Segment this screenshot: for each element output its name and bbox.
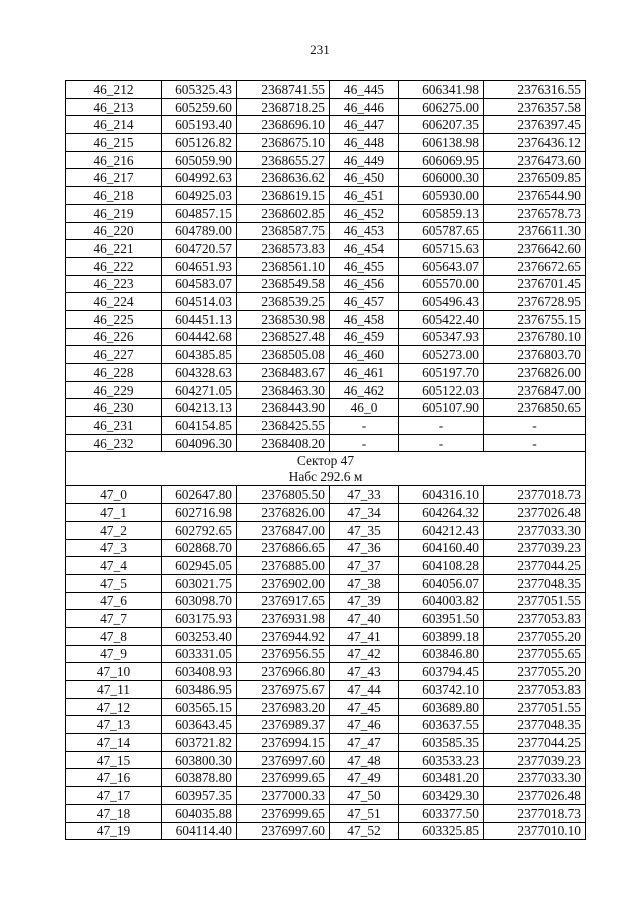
point-id-cell: 46_232 [66,434,162,452]
x-coord-cell: 604213.13 [162,399,237,417]
x-coord-cell: 605859.13 [399,204,484,222]
y-coord-cell: 2376544.90 [484,187,586,205]
point-id-cell: 46_449 [330,151,399,169]
y-coord-cell: 2377026.48 [484,504,586,522]
point-id-cell: 47_45 [330,698,399,716]
x-coord-cell: 604154.85 [162,417,237,435]
x-coord-cell: 606069.95 [399,151,484,169]
point-id-cell: 47_5 [66,574,162,592]
coordinates-table-body-upper [66,81,586,452]
x-coord-cell: 603565.15 [162,698,237,716]
y-coord-cell: 2377053.83 [484,610,586,628]
y-coord-cell: 2377018.73 [484,804,586,822]
point-id-cell: 46_215 [66,134,162,152]
y-coord-cell: 2376975.67 [237,681,330,699]
point-id-cell: 47_10 [66,663,162,681]
x-coord-cell: 603643.45 [162,716,237,734]
point-id-cell: 46_219 [66,204,162,222]
x-coord-cell: 603325.85 [399,822,484,840]
y-coord-cell: 2368463.30 [237,381,330,399]
point-id-cell: 46_454 [330,240,399,258]
y-coord-cell: - [484,434,586,452]
point-id-cell: 47_44 [330,681,399,699]
table-row [66,681,586,699]
y-coord-cell: 2368505.08 [237,346,330,364]
point-id-cell: 46_0 [330,399,399,417]
y-coord-cell: 2376966.80 [237,663,330,681]
y-coord-cell: 2368636.62 [237,169,330,187]
table-row [66,187,586,205]
y-coord-cell: 2377048.35 [484,574,586,592]
table-row [66,751,586,769]
x-coord-cell: 603689.80 [399,698,484,716]
point-id-cell: 47_34 [330,504,399,522]
x-coord-cell: 603408.93 [162,663,237,681]
y-coord-cell: 2376931.98 [237,610,330,628]
x-coord-cell: 604160.40 [399,539,484,557]
x-coord-cell: 605193.40 [162,116,237,134]
table-row [66,346,586,364]
table-row [66,417,586,435]
x-coord-cell: 606275.00 [399,98,484,116]
point-id-cell: 47_47 [330,734,399,752]
point-id-cell: 46_459 [330,328,399,346]
y-coord-cell: 2376944.92 [237,627,330,645]
sector-header-body [66,452,586,486]
point-id-cell: 47_49 [330,769,399,787]
y-coord-cell: 2376672.65 [484,257,586,275]
x-coord-cell: 604108.28 [399,557,484,575]
x-coord-cell: 603957.35 [162,787,237,805]
point-id-cell: 46_452 [330,204,399,222]
point-id-cell: 46_221 [66,240,162,258]
x-coord-cell: 604789.00 [162,222,237,240]
y-coord-cell: 2377033.30 [484,769,586,787]
point-id-cell: 46_445 [330,81,399,99]
point-id-cell: 46_213 [66,98,162,116]
x-coord-cell: 604583.07 [162,275,237,293]
y-coord-cell: 2376885.00 [237,557,330,575]
point-id-cell: 47_51 [330,804,399,822]
point-id-cell: 47_43 [330,663,399,681]
x-coord-cell: 602792.65 [162,521,237,539]
table-row [66,521,586,539]
x-coord-cell: 603429.30 [399,787,484,805]
y-coord-cell: 2376803.70 [484,346,586,364]
x-coord-cell: 602945.05 [162,557,237,575]
table-row [66,769,586,787]
y-coord-cell: 2376999.65 [237,804,330,822]
table-row [66,486,586,504]
y-coord-cell: 2376436.12 [484,134,586,152]
x-coord-cell: 603585.35 [399,734,484,752]
y-coord-cell: 2376701.45 [484,275,586,293]
y-coord-cell: 2376989.37 [237,716,330,734]
y-coord-cell: 2377000.33 [237,787,330,805]
x-coord-cell: 605570.00 [399,275,484,293]
table-row [66,151,586,169]
y-coord-cell: 2368425.55 [237,417,330,435]
point-id-cell: 47_13 [66,716,162,734]
point-id-cell: 47_50 [330,787,399,805]
y-coord-cell: 2368549.58 [237,275,330,293]
y-coord-cell: 2377055.20 [484,663,586,681]
y-coord-cell: 2377055.65 [484,645,586,663]
sector-header [66,452,586,486]
point-id-cell: 46_451 [330,187,399,205]
y-coord-cell: 2376826.00 [484,364,586,382]
point-id-cell: 47_18 [66,804,162,822]
x-coord-cell: 602716.98 [162,504,237,522]
table-row [66,734,586,752]
x-coord-cell: 604992.63 [162,169,237,187]
point-id-cell: 47_3 [66,539,162,557]
y-coord-cell: 2368741.55 [237,81,330,99]
table-row [66,592,586,610]
point-id-cell: 46_212 [66,81,162,99]
point-id-cell: 46_226 [66,328,162,346]
y-coord-cell: 2368530.98 [237,310,330,328]
x-coord-cell: 604096.30 [162,434,237,452]
x-coord-cell: 605422.40 [399,310,484,328]
point-id-cell: 46_455 [330,257,399,275]
x-coord-cell: 604385.85 [162,346,237,364]
y-coord-cell: 2377010.10 [484,822,586,840]
x-coord-cell: 603637.55 [399,716,484,734]
point-id-cell: 46_216 [66,151,162,169]
point-id-cell: 46_227 [66,346,162,364]
x-coord-cell: 606000.30 [399,169,484,187]
point-id-cell: 46_461 [330,364,399,382]
x-coord-cell: 604651.93 [162,257,237,275]
x-coord-cell: 605259.60 [162,98,237,116]
y-coord-cell: 2368539.25 [237,293,330,311]
table-row [66,698,586,716]
point-id-cell: 47_41 [330,627,399,645]
point-id-cell: 46_220 [66,222,162,240]
y-coord-cell: 2377039.23 [484,751,586,769]
x-coord-cell: 605496.43 [399,293,484,311]
point-id-cell: 47_48 [330,751,399,769]
y-coord-cell: 2376826.00 [237,504,330,522]
y-coord-cell: 2377048.35 [484,716,586,734]
sector-header-row [66,452,586,486]
x-coord-cell: 604003.82 [399,592,484,610]
table-row [66,240,586,258]
y-coord-cell: 2368696.10 [237,116,330,134]
point-id-cell: 46_230 [66,399,162,417]
x-coord-cell: 604451.13 [162,310,237,328]
table-row [66,275,586,293]
x-coord-cell: 602868.70 [162,539,237,557]
point-id-cell: 46_231 [66,417,162,435]
x-coord-cell: 603331.05 [162,645,237,663]
x-coord-cell: 604316.10 [399,486,484,504]
x-coord-cell: 604264.32 [399,504,484,522]
point-id-cell: 47_46 [330,716,399,734]
x-coord-cell: 603742.10 [399,681,484,699]
x-coord-cell: 604056.07 [399,574,484,592]
table-row [66,804,586,822]
y-coord-cell: 2377044.25 [484,734,586,752]
table-row [66,204,586,222]
point-id-cell: 46_460 [330,346,399,364]
point-id-cell: 46_217 [66,169,162,187]
y-coord-cell: 2376956.55 [237,645,330,663]
table-row [66,627,586,645]
point-id-cell: 46_446 [330,98,399,116]
point-id-cell: 46_450 [330,169,399,187]
y-coord-cell: 2376316.55 [484,81,586,99]
point-id-cell: 47_7 [66,610,162,628]
y-coord-cell: 2376755.15 [484,310,586,328]
table-row [66,663,586,681]
x-coord-cell: 605122.03 [399,381,484,399]
point-id-cell: 47_15 [66,751,162,769]
point-id-cell: 47_35 [330,521,399,539]
table-row [66,399,586,417]
y-coord-cell: 2377053.83 [484,681,586,699]
y-coord-cell: 2376866.65 [237,539,330,557]
x-coord-cell: 606341.98 [399,81,484,99]
table-row [66,81,586,99]
x-coord-cell: 604114.40 [162,822,237,840]
y-coord-cell: 2368483.67 [237,364,330,382]
point-id-cell: 47_40 [330,610,399,628]
point-id-cell: 47_12 [66,698,162,716]
x-coord-cell: 603253.40 [162,627,237,645]
y-coord-cell: 2376999.65 [237,769,330,787]
point-id-cell: 47_37 [330,557,399,575]
point-id-cell: 46_453 [330,222,399,240]
x-coord-cell: 605325.43 [162,81,237,99]
point-id-cell: 47_38 [330,574,399,592]
y-coord-cell: 2377051.55 [484,698,586,716]
y-coord-cell: 2376578.73 [484,204,586,222]
point-id-cell: 47_8 [66,627,162,645]
table-row [66,504,586,522]
y-coord-cell: 2377026.48 [484,787,586,805]
point-id-cell: 47_33 [330,486,399,504]
point-id-cell: 46_224 [66,293,162,311]
x-coord-cell: 603846.80 [399,645,484,663]
y-coord-cell: 2377055.20 [484,627,586,645]
x-coord-cell: 605643.07 [399,257,484,275]
x-coord-cell: 603533.23 [399,751,484,769]
y-coord-cell: 2368443.90 [237,399,330,417]
y-coord-cell: 2376850.65 [484,399,586,417]
x-coord-cell: 605197.70 [399,364,484,382]
point-id-cell: 47_2 [66,521,162,539]
point-id-cell: 47_4 [66,557,162,575]
y-coord-cell: 2376805.50 [237,486,330,504]
x-coord-cell: 603175.93 [162,610,237,628]
point-id-cell: 46_458 [330,310,399,328]
point-id-cell: 46_462 [330,381,399,399]
y-coord-cell: 2376397.45 [484,116,586,134]
y-coord-cell: 2377051.55 [484,592,586,610]
point-id-cell: 46_222 [66,257,162,275]
table-row [66,716,586,734]
y-coord-cell: 2368655.27 [237,151,330,169]
y-coord-cell: 2376509.85 [484,169,586,187]
table-row [66,364,586,382]
x-coord-cell: 603098.70 [162,592,237,610]
x-coord-cell: 604857.15 [162,204,237,222]
point-id-cell: 47_17 [66,787,162,805]
point-id-cell: 46_457 [330,293,399,311]
x-coord-cell: 604212.43 [399,521,484,539]
x-coord-cell: 604442.68 [162,328,237,346]
x-coord-cell: 604720.57 [162,240,237,258]
point-id-cell: 47_52 [330,822,399,840]
sector-height: Набс 292.6 м [288,468,363,484]
table-row [66,787,586,805]
point-id-cell: 47_16 [66,769,162,787]
y-coord-cell: 2376902.00 [237,574,330,592]
x-coord-cell: 604035.88 [162,804,237,822]
x-coord-cell: 603899.18 [399,627,484,645]
x-coord-cell: 606207.35 [399,116,484,134]
x-coord-cell: 605126.82 [162,134,237,152]
y-coord-cell: 2377044.25 [484,557,586,575]
y-coord-cell: 2376983.20 [237,698,330,716]
y-coord-cell: 2368573.83 [237,240,330,258]
y-coord-cell: 2368587.75 [237,222,330,240]
x-coord-cell: 603486.95 [162,681,237,699]
x-coord-cell: 603878.80 [162,769,237,787]
y-coord-cell: 2376997.60 [237,822,330,840]
y-coord-cell: 2368602.85 [237,204,330,222]
point-id-cell: 46_229 [66,381,162,399]
y-coord-cell: 2368408.20 [237,434,330,452]
table-row [66,557,586,575]
y-coord-cell: 2376847.00 [237,521,330,539]
table-row [66,134,586,152]
table-row [66,381,586,399]
table-row [66,645,586,663]
x-coord-cell: 605715.63 [399,240,484,258]
y-coord-cell: 2376847.00 [484,381,586,399]
y-coord-cell: 2376473.60 [484,151,586,169]
y-coord-cell: 2368675.10 [237,134,330,152]
x-coord-cell: 603951.50 [399,610,484,628]
point-id-cell: 47_14 [66,734,162,752]
y-coord-cell: 2376917.65 [237,592,330,610]
y-coord-cell: 2376642.60 [484,240,586,258]
point-id-cell: - [330,434,399,452]
point-id-cell: 47_1 [66,504,162,522]
y-coord-cell: 2376994.15 [237,734,330,752]
x-coord-cell: 605059.90 [162,151,237,169]
x-coord-cell: 603377.50 [399,804,484,822]
point-id-cell: 47_39 [330,592,399,610]
x-coord-cell: 606138.98 [399,134,484,152]
x-coord-cell: 604271.05 [162,381,237,399]
point-id-cell: 46_214 [66,116,162,134]
table-row [66,610,586,628]
x-coord-cell: 604925.03 [162,187,237,205]
coordinates-table-body-lower [66,486,586,840]
point-id-cell: 47_36 [330,539,399,557]
y-coord-cell: 2376357.58 [484,98,586,116]
point-id-cell: 46_447 [330,116,399,134]
y-coord-cell: 2376611.30 [484,222,586,240]
x-coord-cell: 605273.00 [399,346,484,364]
y-coord-cell: 2377033.30 [484,521,586,539]
x-coord-cell: 605787.65 [399,222,484,240]
table-row [66,98,586,116]
point-id-cell: 46_223 [66,275,162,293]
x-coord-cell: 604328.63 [162,364,237,382]
y-coord-cell: 2368718.25 [237,98,330,116]
x-coord-cell: 602647.80 [162,486,237,504]
table-row [66,293,586,311]
x-coord-cell: 603721.82 [162,734,237,752]
y-coord-cell: 2376780.10 [484,328,586,346]
point-id-cell: 47_11 [66,681,162,699]
point-id-cell: 46_228 [66,364,162,382]
x-coord-cell: 605347.93 [399,328,484,346]
x-coord-cell: 603794.45 [399,663,484,681]
table-row [66,328,586,346]
table-row [66,434,586,452]
x-coord-cell: 603021.75 [162,574,237,592]
table-row [66,116,586,134]
page-number: 231 [310,42,330,57]
y-coord-cell: 2377039.23 [484,539,586,557]
x-coord-cell: 603800.30 [162,751,237,769]
point-id-cell: - [330,417,399,435]
x-coord-cell: 605930.00 [399,187,484,205]
x-coord-cell: - [399,434,484,452]
table-row [66,539,586,557]
point-id-cell: 47_42 [330,645,399,663]
y-coord-cell: 2368619.15 [237,187,330,205]
point-id-cell: 46_448 [330,134,399,152]
y-coord-cell: 2368561.10 [237,257,330,275]
y-coord-cell: 2377018.73 [484,486,586,504]
x-coord-cell: - [399,417,484,435]
y-coord-cell: 2376997.60 [237,751,330,769]
table-row [66,222,586,240]
sector-title: Сектор 47 [296,452,355,468]
table-row [66,822,586,840]
table-row [66,574,586,592]
x-coord-cell: 603481.20 [399,769,484,787]
point-id-cell: 47_19 [66,822,162,840]
point-id-cell: 46_456 [330,275,399,293]
coordinates-table [65,80,586,840]
table-row [66,310,586,328]
table-row [66,257,586,275]
x-coord-cell: 604514.03 [162,293,237,311]
table-row [66,169,586,187]
y-coord-cell: - [484,417,586,435]
point-id-cell: 46_218 [66,187,162,205]
point-id-cell: 47_9 [66,645,162,663]
x-coord-cell: 605107.90 [399,399,484,417]
y-coord-cell: 2376728.95 [484,293,586,311]
point-id-cell: 47_0 [66,486,162,504]
point-id-cell: 46_225 [66,310,162,328]
point-id-cell: 47_6 [66,592,162,610]
y-coord-cell: 2368527.48 [237,328,330,346]
